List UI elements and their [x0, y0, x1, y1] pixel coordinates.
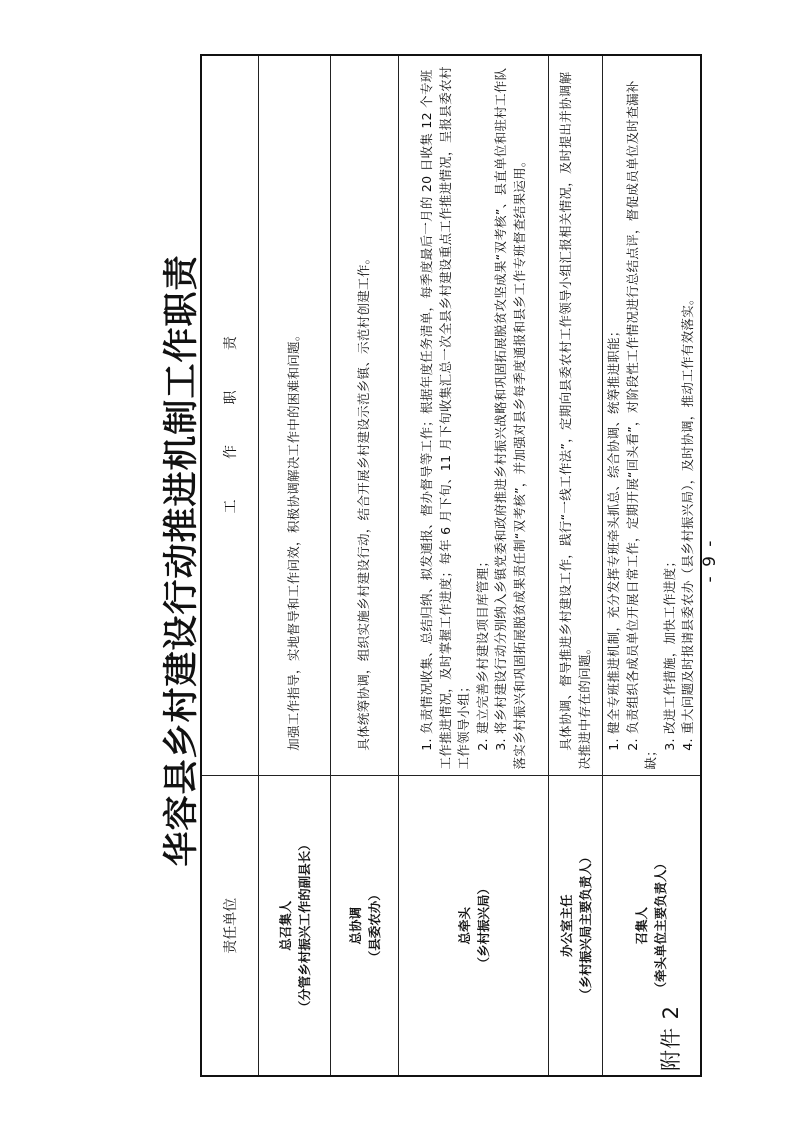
duty-line: 2. 负责组织各成员单位开展日常工作，定期开展“回头看”，对阶段性工作情况进行总结点评，督促成员单位及时查漏补缺； [624, 80, 658, 770]
duty-line: 具体协调、督导推进乡村建设工作，践行“一线工作法”，定期向县委农村工作领导小组汇报相关情况，及时提出并协调解决推进中存在的问题。 [558, 71, 592, 770]
unit-cell [331, 776, 399, 1076]
page-number: - 9 - [700, 538, 720, 583]
duty-line: 3. 将乡村建设行动分别纳入乡镇党委和政府推进乡村振兴战略和巩固拓展脱贫攻坚成果“双考核”、县直单位和驻村工作队落实乡村振兴和巩固拓展脱贫成果责任制“双考核”，并加强对县乡每季度通报和县乡工作专班督查结果运用。 [493, 67, 527, 770]
unit-org: （县委农办） [366, 888, 382, 964]
duty-line: 1. 负责情况收集、总结归纳、拟发通报、督办督导等工作；根据年度任务清单，每季度最后一月的 20 日收集 12 个专班工作推进情况，及时掌握工作进度；每年 6 月下旬、11 月下旬收集汇总一次全县乡村建设重点工作推进情况，呈报县委农村工作领导小组； [419, 66, 471, 770]
unit-role: 召集人 [634, 907, 650, 945]
duty-line: 2. 建立完善乡村建设项目库管理； [474, 554, 490, 751]
unit-cell [549, 776, 603, 1076]
duty-line: 具体统筹协调，组织实施乡村建设行动，结合开展乡村建设示范乡镇、示范村创建工作。 [356, 251, 372, 751]
unit-role: 总召集人 [277, 900, 293, 951]
duty-cell [603, 55, 701, 776]
table-row [399, 55, 549, 1076]
unit-role: 总牵头 [456, 907, 472, 945]
unit-role: 总协调 [347, 907, 363, 945]
duty-cell [549, 55, 603, 776]
duty-line: 4. 重大问题及时报请县委农办（县乡村振兴局），及时协调，推动工作有效落实。 [680, 292, 695, 751]
unit-org: （分管乡村振兴工作的副县长） [296, 838, 312, 1014]
duty-cell [399, 55, 549, 776]
unit-cell [603, 776, 701, 1076]
header-unit: 责任单位 [201, 776, 259, 1076]
duty-cell [259, 55, 331, 776]
unit-org: （牵头单位主要负责人） [653, 857, 669, 995]
table-header-row [201, 55, 259, 1076]
duty-line: 3. 改进工作措施，加快工作进度； [661, 554, 677, 751]
unit-org: （乡村振兴局主要负责人） [577, 850, 593, 1001]
duty-line: 加强工作指导，实地督导和工作问效，积极协调解决工作中的困难和问题。 [286, 328, 302, 751]
attachment-label: 附件 2 [659, 1004, 683, 1071]
table-row [259, 55, 331, 1076]
duty-line: 1. 健全专班推进机制，充分发挥专班牵头抓总、综合协调、统筹推进职能； [606, 324, 621, 751]
duties-table [200, 54, 702, 1077]
table-row [603, 55, 701, 1076]
table-row [331, 55, 399, 1076]
duty-cell [331, 55, 399, 776]
header-duty: 工 作 职 责 [201, 55, 259, 776]
unit-cell [399, 776, 549, 1076]
unit-org: （乡村振兴局） [475, 882, 491, 970]
table-row [549, 55, 603, 1076]
unit-role: 办公室主任 [558, 894, 574, 958]
unit-cell [259, 776, 331, 1076]
document-title: 华容县乡村建设行动推进机制工作职责 [161, 254, 202, 867]
